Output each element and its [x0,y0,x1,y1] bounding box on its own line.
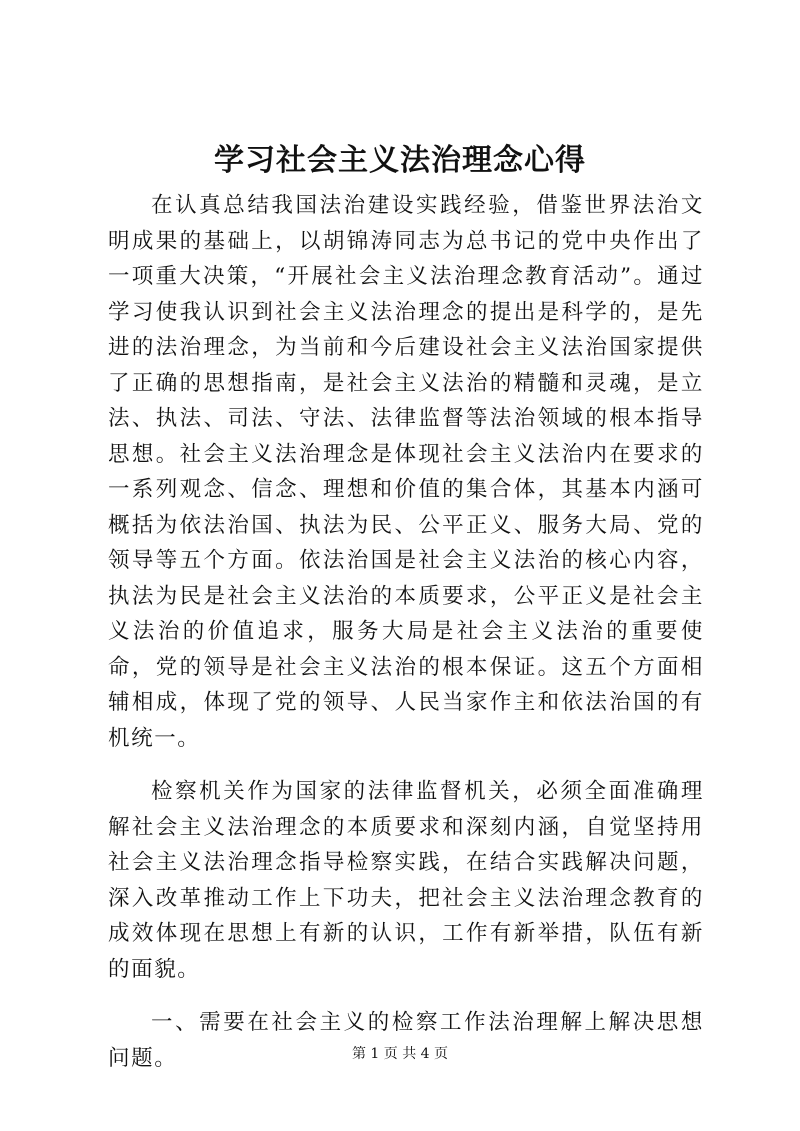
paragraph-1: 在认真总结我国法治建设实践经验，借鉴世界法治文明成果的基础上，以胡锦涛同志为总书记的党中央作出了一项重大决策，“开展社会主义法治理念教育活动”。通过学习使我认识到社会主义法治理念的提出是科学的，是先进的法治理念，为当前和今后建设社会主义法治国家提供了正确的思想指南，是社会主义法治的精髓和灵魂，是立法、执法、司法、守法、法律监督等法治领域的根本指导思想。社会主义法治理念是体现社会主义法治内在要求的一系列观念、信念、理想和价值的集合体，其基本内涵可概括为依法治国、执法为民、公平正义、服务大局、党的领导等五个方面。依法治国是社会主义法治的核心内容，执法为民是社会主义法治的本质要求，公平正义是社会主义法治的价值追求，服务大局是社会主义法治的重要使命，党的领导是社会主义法治的根本保证。这五个方面相辅相成，体现了党的领导、人民当家作主和依法治国的有机统一。 [108,193,704,751]
page-footer [0,1044,800,1064]
paragraph-2: 检察机关作为国家的法律监督机关，必须全面准确理解社会主义法治理念的本质要求和深刻内涵，自觉坚持用社会主义法治理念指导检察实践，在结合实践解决问题，深入改革推动工作上下功夫，把社会主义法治理念教育的成效体现在思想上有新的认识，工作有新举措，队伍有新的面貌。 [108,779,704,982]
paragraph-3: 一、需要在社会主义的检察工作法治理解上解决思想问题。 [108,1010,704,1071]
document-body [108,188,704,1094]
page-number-text: 第 1 页 共 4 页 [351,1046,449,1062]
document-title: 学习社会主义法治理念心得 [214,143,586,178]
